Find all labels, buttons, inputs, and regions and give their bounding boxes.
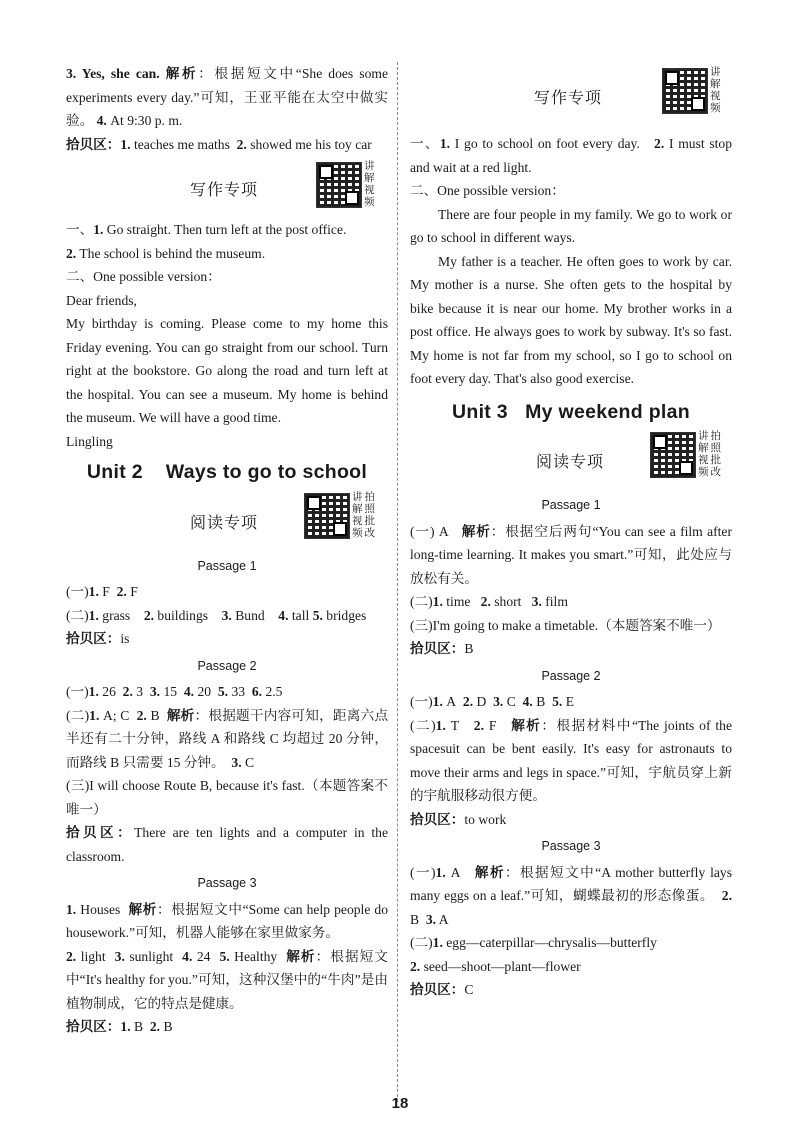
answer-line: (三)I'm going to make a timetable.（本题答案不唯一） — [410, 617, 721, 633]
letter-greeting: Dear friends, — [66, 292, 137, 308]
passage-title: Passage 1 — [197, 558, 257, 573]
qr-code-icon[interactable] — [650, 432, 696, 478]
qr-labels: 讲 解 视 频 — [364, 160, 375, 208]
shibei-line: 拾贝区：1. teaches me maths 2. showed me his toy car — [66, 136, 372, 152]
qr-code-icon[interactable] — [304, 493, 350, 539]
right-column — [410, 62, 732, 1002]
shibei-line: 拾贝区：C — [410, 982, 474, 997]
shibei-line: 拾贝区：B — [410, 641, 474, 656]
qr-labels: 讲 解 视 频 拍 照 批 改 — [352, 490, 375, 539]
answer-line: 1. Houses 解析：根据短文中“Some can help people do housework.”可知，机器人能够在家里做家务。 — [66, 901, 389, 940]
qr-labels: 讲 解 视 频 — [710, 66, 721, 114]
shibei-line: 拾贝区：to work — [410, 811, 507, 827]
answer-line: (二)1. time 2. short 3. film — [410, 594, 568, 609]
passage-title: Passage 1 — [541, 498, 601, 512]
writing-version-label: 二、One possible version： — [66, 269, 221, 284]
writing-answer-1: 一、1. I go to school on foot every day. 2. I must stop and wait at a red light. — [410, 136, 733, 175]
shibei-line: 拾贝区：There are ten lights and a computer in the classroom. — [66, 825, 388, 864]
answer-line: (二)1. egg—caterpillar—chrysalis—butterfly — [410, 935, 657, 950]
reading-section-header — [410, 428, 732, 490]
writing-section-header — [410, 62, 732, 132]
column-divider — [397, 62, 398, 1102]
passage-title: Passage 2 — [197, 658, 257, 673]
section-title: 阅读专项 — [190, 512, 259, 532]
writing-version-label: 二、One possible version： — [410, 183, 565, 198]
answer-line: (一)1. A 解析：根据短文中“A mother butterfly lays many eggs on a leaf.”可知，蝴蝶最初的形态像蛋。 2. B 3. A — [410, 864, 732, 927]
section-title: 阅读专项 — [536, 452, 605, 471]
passage-title: Passage 3 — [197, 876, 257, 890]
section-title: 写作专项 — [534, 88, 603, 107]
answer-line: (一)1. F 2. F — [66, 584, 138, 599]
reading-section-header — [66, 489, 388, 551]
answer-line: 2. light 3. sunlight 4. 24 5. Healthy 解析：根据短文中“It's healthy for you.”可知，这种汉堡中的“牛肉”是由植物制成，它的特点是健康。 — [66, 948, 388, 1011]
shibei-line: 拾贝区：1. B 2. B — [66, 1019, 173, 1034]
letter-signature: Lingling — [66, 433, 113, 449]
answer-line: (二)1. grass 2. buildings 3. Bund 4. tall 5. bridges — [66, 607, 367, 623]
answer-line: 2. seed—shoot—plant—flower — [410, 958, 581, 974]
answer-line: (一) A 解析：根据空后两句“You can see a film after long-time learning. It makes you smart.”可知，此处应与放松有关。 — [410, 523, 732, 586]
left-column — [66, 62, 388, 1039]
writing-answer-2: 2. The school is behind the museum. — [66, 245, 266, 261]
qr-code-icon[interactable] — [316, 162, 362, 208]
unit2-title: Unit 2 Ways to go to school — [86, 461, 368, 483]
writing-section-header — [66, 156, 388, 218]
passage-title: Passage 3 — [541, 839, 601, 853]
qr-code-icon[interactable] — [662, 68, 708, 114]
answer-line: (一)1. 26 2. 3 3. 15 4. 20 5. 33 6. 2.5 — [66, 684, 283, 699]
unit1-tail-answer: 3. Yes, she can. 解析：根据短文中“She does some experiments every day.”可知，王亚平能在太空中做实验。 4. At 9:30 p. m. — [66, 66, 388, 128]
section-title: 写作专项 — [190, 180, 259, 199]
shibei-line: 拾贝区：is — [66, 631, 130, 646]
passage-title: Passage 2 — [541, 668, 601, 683]
essay-paragraph: There are four people in my family. We go to work or go to school in different ways. — [410, 206, 732, 245]
essay-paragraph: My father is a teacher. He often goes to work by car. My mother is a nurse. She often gets to the hospital by bike because it is near our home. My brother works in a post office. He always goes to work by subway. It's so fast. My home is not far from my school, so I go to school on foot every day. That's also good exercise. — [410, 253, 732, 386]
answer-line: (二)1. A; C 2. B 解析：根据题干内容可知，距离六点半还有二十分钟，路线 A 和路线 C 均超过 20 分钟，而路线 B 只需要 15 分钟。 3. C — [66, 707, 389, 770]
writing-answer-1: 一、1. Go straight. Then turn left at the post office. — [66, 222, 347, 237]
answer-line: (一)1. A 2. D 3. C 4. B 5. E — [410, 694, 575, 709]
unit3-title: Unit 3 My weekend plan — [451, 400, 690, 423]
answer-line: (二)1. T 2. F 解析：根据材料中“The joints of the spacesuit can be bent easily. It's easy for astronauts to move their arms and legs in space.”可知，宇航员穿上新的宇航服移动很方便。 — [410, 717, 732, 803]
page-number: 18 — [391, 1095, 409, 1112]
letter-body: My birthday is coming. Please come to my home this Friday evening. You can go straight from our school. Turn right at the bookstore. Go along the road and turn left at the hospital. You can see a museum. My home is behind the museum. We will have a good time. — [66, 316, 388, 425]
answer-line: (三)I will choose Route B, because it's fast.（本题答案不唯一） — [66, 778, 388, 817]
qr-labels: 讲 解 视 频 拍 照 批 改 — [698, 430, 721, 478]
